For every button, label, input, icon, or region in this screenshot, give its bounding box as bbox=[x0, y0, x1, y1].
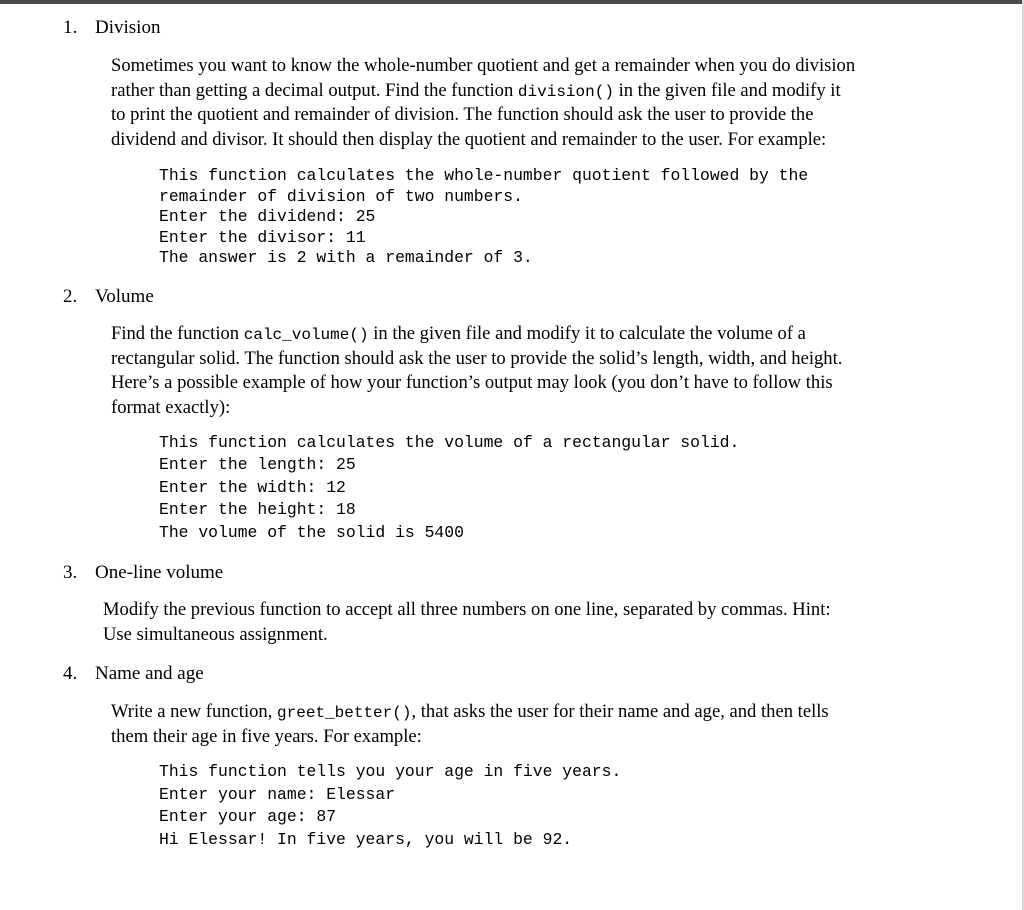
section-3-paragraph bbox=[103, 598, 831, 647]
text-run: , that asks the user for their name and age, and then tells bbox=[411, 701, 829, 722]
example-line: Enter the width: 12 bbox=[159, 477, 346, 497]
section-number: 3. bbox=[63, 562, 78, 583]
section-1-heading bbox=[63, 17, 160, 39]
example-line: Enter your age: 87 bbox=[159, 807, 337, 827]
inline-code: division() bbox=[517, 82, 614, 101]
paragraph-line: Sometimes you want to know the whole-number quotient and get a remainder when you do division bbox=[111, 55, 856, 76]
section-4-example-output bbox=[159, 761, 621, 852]
section-2-example-output bbox=[159, 432, 739, 544]
paragraph-line bbox=[111, 79, 855, 104]
section-2-paragraph bbox=[111, 322, 842, 420]
paragraph-line bbox=[111, 322, 842, 347]
inline-code: calc_volume() bbox=[243, 326, 369, 344]
example-line: The answer is 2 with a remainder of 3. bbox=[159, 248, 533, 268]
paragraph-line: format exactly): bbox=[111, 396, 231, 418]
paragraph-line: Use simultaneous assignment. bbox=[103, 623, 328, 645]
text-run: Find the function bbox=[111, 323, 244, 344]
paragraph-line: dividend and divisor. It should then display the quotient and remainder to the user. For example: bbox=[111, 128, 827, 150]
example-line: Enter the length: 25 bbox=[159, 455, 356, 475]
section-4-heading bbox=[63, 663, 204, 685]
section-title: One-line volume bbox=[95, 562, 224, 583]
text-run: rather than getting a decimal output. Find the function bbox=[111, 79, 518, 101]
section-number: 2. bbox=[63, 286, 78, 307]
example-line: Enter the divisor: 11 bbox=[159, 227, 366, 247]
text-run: in the given file and modify it bbox=[613, 79, 841, 101]
paragraph-line: Modify the previous function to accept all three numbers on one line, separated by commas. Hint: bbox=[103, 599, 831, 620]
text-run: Write a new function, bbox=[111, 701, 278, 722]
example-line: Hi Elessar! In five years, you will be 92. bbox=[159, 830, 573, 850]
section-title: Name and age bbox=[95, 663, 204, 684]
section-title: Division bbox=[95, 17, 161, 38]
text-run: in the given file and modify it to calculate the volume of a bbox=[368, 323, 806, 344]
example-line: Enter the height: 18 bbox=[159, 500, 356, 520]
section-number: 1. bbox=[63, 17, 78, 38]
paragraph-line: to print the quotient and remainder of division. The function should ask the user to provide the bbox=[111, 104, 814, 125]
section-1-example-output bbox=[159, 166, 808, 269]
section-2-heading bbox=[63, 286, 154, 308]
paragraph-line: them their age in five years. For example: bbox=[111, 725, 422, 747]
inline-code: greet_better() bbox=[277, 704, 412, 722]
example-line: Enter the dividend: 25 bbox=[159, 207, 376, 227]
example-line: The volume of the solid is 5400 bbox=[159, 522, 464, 542]
paragraph-line bbox=[111, 700, 829, 725]
example-line: This function calculates the volume of a rectangular solid. bbox=[159, 433, 740, 452]
section-number: 4. bbox=[63, 663, 78, 684]
page-top-border bbox=[0, 0, 1024, 4]
section-1-paragraph bbox=[111, 54, 855, 152]
example-line: remainder of division of two numbers. bbox=[159, 186, 523, 206]
section-title: Volume bbox=[95, 286, 154, 307]
example-line: Enter your name: Elessar bbox=[159, 784, 396, 804]
example-line: This function calculates the whole-number quotient followed by the bbox=[159, 166, 809, 185]
example-line: This function tells you your age in five years. bbox=[159, 762, 622, 781]
section-3-heading bbox=[63, 562, 223, 584]
section-4-paragraph bbox=[111, 700, 829, 749]
paragraph-line: Here’s a possible example of how your function’s output may look (you don’t have to follow this bbox=[111, 372, 833, 393]
paragraph-line: rectangular solid. The function should ask the user to provide the solid’s length, width, and height. bbox=[111, 347, 843, 369]
